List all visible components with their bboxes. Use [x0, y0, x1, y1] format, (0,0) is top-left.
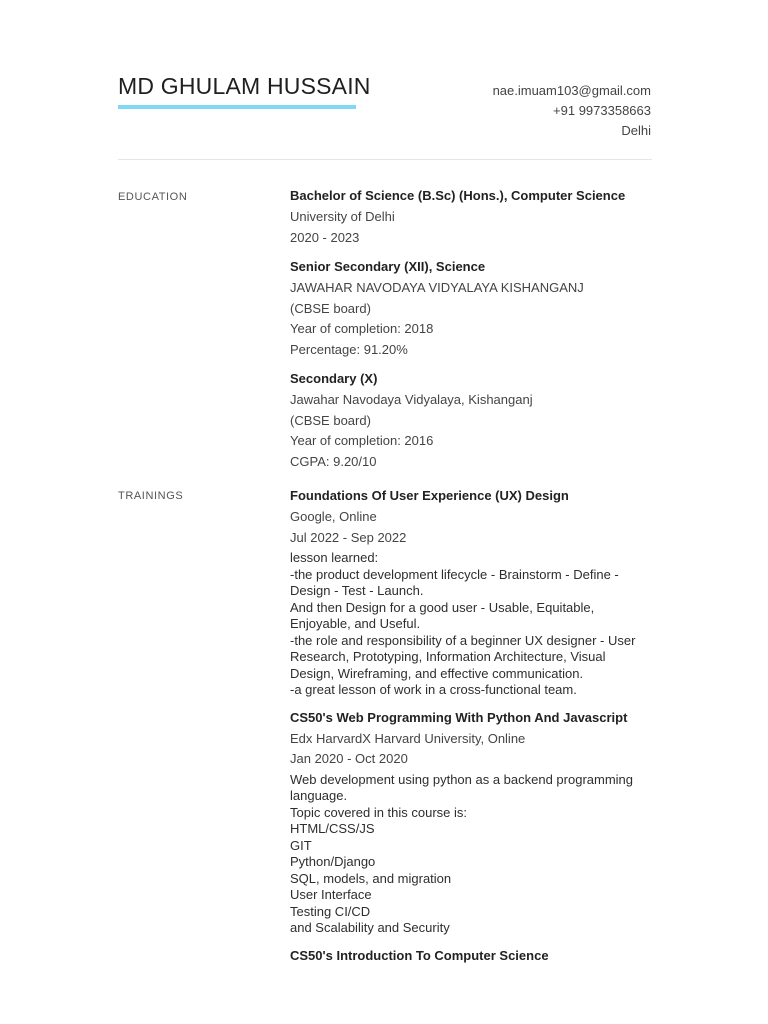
education-entry	[290, 257, 652, 360]
training-title: Foundations Of User Experience (UX) Design	[290, 488, 569, 503]
education-score: CGPA: 9.20/10	[290, 453, 377, 469]
training-entry	[290, 486, 652, 699]
description-line: and Scalability and Security	[290, 920, 450, 935]
training-description	[290, 550, 652, 699]
description-line: Web development using python as a backend programming language.	[290, 771, 634, 803]
education-dates: 2020 - 2023	[290, 229, 360, 245]
description-line: -a great lesson of work in a cross-functional team.	[290, 682, 577, 697]
training-org: Google, Online	[290, 509, 377, 524]
description-line: User Interface	[290, 887, 372, 902]
training-description	[290, 772, 652, 937]
education-title: Bachelor of Science (B.Sc) (Hons.), Computer Science	[290, 188, 626, 203]
training-entry	[290, 708, 652, 937]
training-dates: Jan 2020 - Oct 2020	[290, 751, 408, 766]
contact-block	[493, 81, 651, 141]
training-title: CS50's Web Programming With Python And Javascript	[290, 709, 628, 725]
description-line: GIT	[290, 837, 312, 853]
training-title: CS50's Introduction To Computer Science	[290, 947, 549, 963]
description-line: And then Design for a good user - Usable, Equitable, Enjoyable, and Useful.	[290, 599, 595, 631]
training-dates: Jul 2022 - Sep 2022	[290, 529, 407, 545]
education-institution: JAWAHAR NAVODAYA VIDYALAYA KISHANGANJ	[290, 280, 584, 295]
education-title: Secondary (X)	[290, 371, 378, 386]
description-line: -the role and responsibility of a beginner UX designer - User Research, Prototyping, Information Architecture, Visual Design, Wireframing, and effective communication.	[290, 632, 636, 681]
education-institution: Jawahar Navodaya Vidyalaya, Kishanganj	[290, 392, 533, 407]
education-year: Year of completion: 2016	[290, 433, 434, 448]
description-line: -the product development lifecycle - Brainstorm - Define - Design - Test - Launch.	[290, 566, 619, 598]
education-entry	[290, 186, 652, 248]
education-label: EDUCATION	[118, 191, 188, 203]
education-board: (CBSE board)	[290, 300, 371, 316]
training-org: Edx HarvardX Harvard University, Online	[290, 730, 526, 746]
description-line: HTML/CSS/JS	[290, 821, 375, 836]
trainings-section	[290, 486, 652, 975]
description-line: Testing CI/CD	[290, 903, 371, 919]
education-title: Senior Secondary (XII), Science	[290, 259, 486, 274]
description-line: Topic covered in this course is:	[290, 804, 468, 820]
candidate-name: MD GHULAM HUSSAIN	[118, 73, 371, 99]
location-text: Delhi	[621, 123, 651, 138]
header-divider	[118, 159, 652, 160]
name-underline	[118, 105, 356, 109]
education-score: Percentage: 91.20%	[290, 341, 408, 357]
description-line: Python/Django	[290, 854, 376, 869]
training-entry	[290, 946, 652, 966]
education-entry	[290, 369, 652, 472]
education-section	[290, 186, 652, 481]
education-year: Year of completion: 2018	[290, 321, 434, 336]
education-board: (CBSE board)	[290, 412, 371, 428]
description-line: lesson learned:	[290, 550, 379, 565]
email-text[interactable]: nae.imuam103@gmail.com	[492, 83, 651, 98]
education-institution: University of Delhi	[290, 209, 395, 224]
phone-text[interactable]: +91 9973358663	[553, 103, 651, 118]
trainings-label: TRAININGS	[118, 490, 184, 502]
description-line: SQL, models, and migration	[290, 870, 452, 886]
